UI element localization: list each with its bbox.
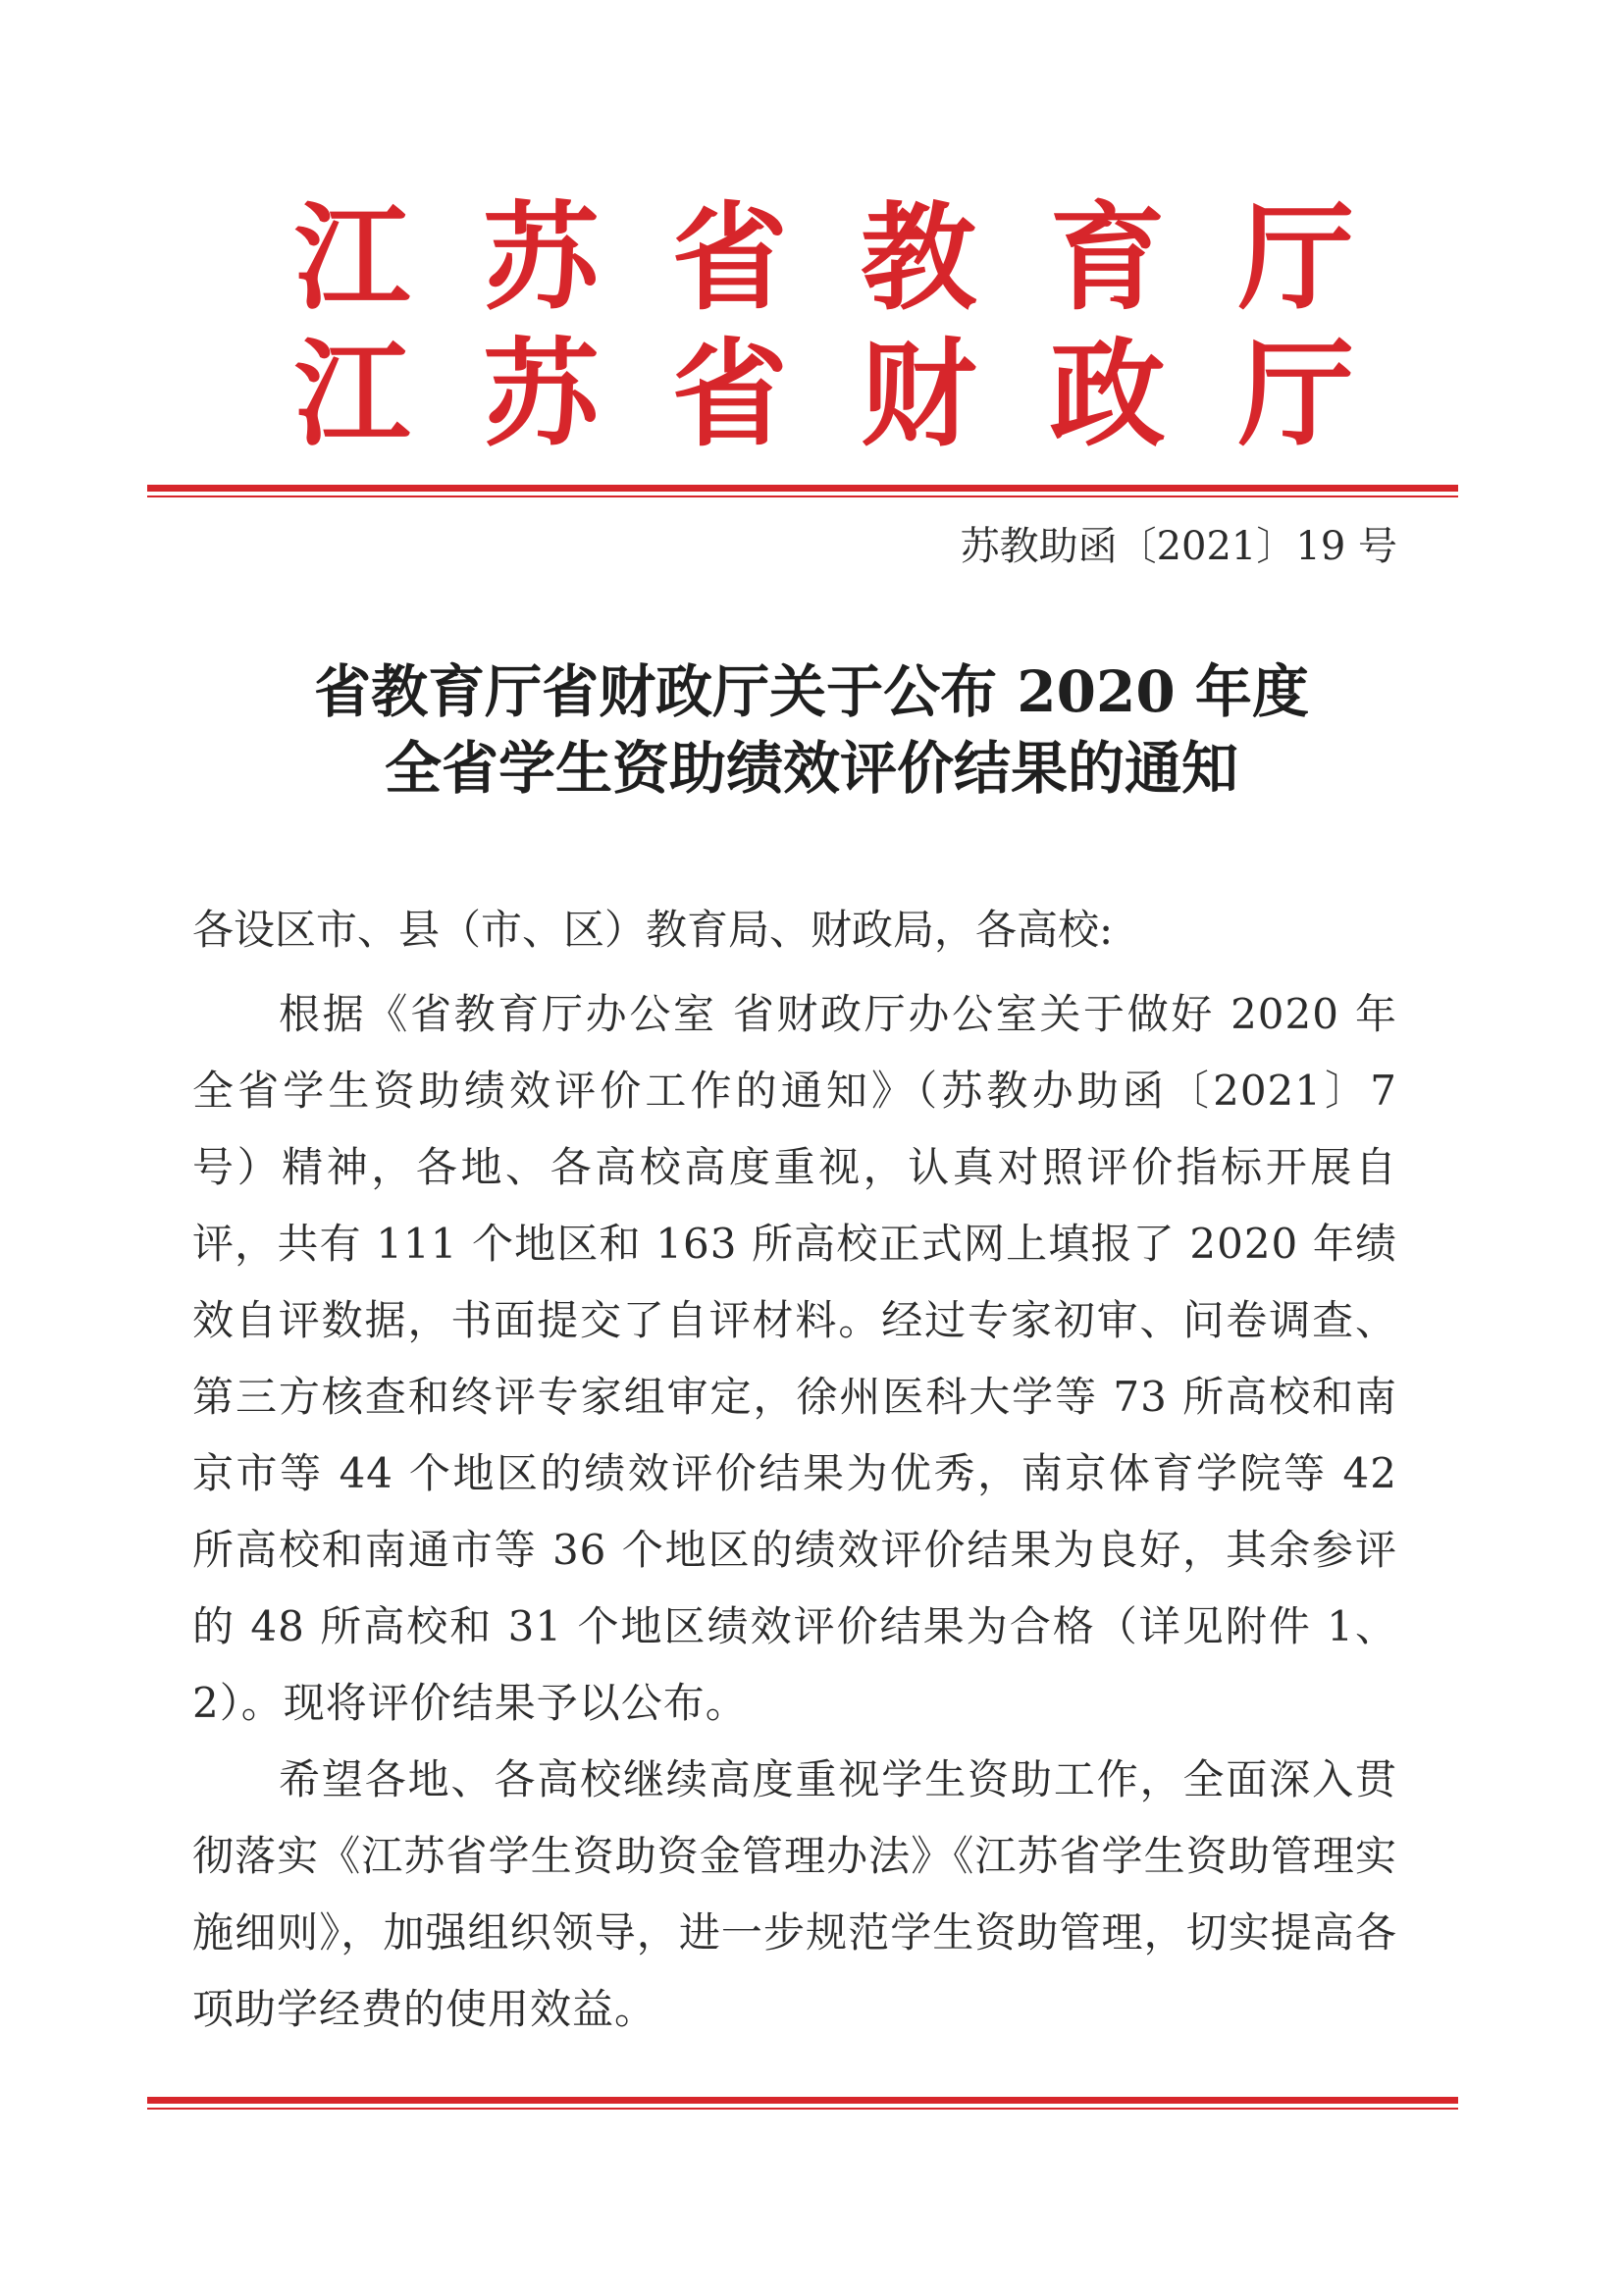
document-title-line-2: 全省学生资助绩效评价结果的通知 xyxy=(384,735,1238,802)
rule-thick-line xyxy=(147,485,1458,492)
header-char: 苏 xyxy=(483,326,600,462)
body-paragraph-1: 根据《省教育厅办公室 省财政厅办公室关于做好 2020 年全省学生资助绩效评价工作的通知》（苏教办助函〔2021〕7 号）精神，各地、各高校高度重视，认真对照评价指标开展自评，共有 111 个地区和 163 所高校正式网上填报了 2020 年绩效自评数据，书面提交了自评材料。经过专家初审、问卷调查、第三方核查和终评专家组审定，徐州医科大学等 73 所高校和南京市等 44 个地区的绩效评价结果为优秀，南京体育学院等 42 所高校和南通市等 36 个地区的绩效评价结果为良好，其余参评的 48 所高校和 31 个地区绩效评价结果为合格（详见附件 1、2）。现将评价结果予以公布。 xyxy=(192,990,1397,1727)
header-char: 教 xyxy=(861,189,977,326)
header-char: 江 xyxy=(294,326,411,462)
rule-thick-line xyxy=(147,2097,1458,2104)
document-title-line-1: 省教育厅省财政厅关于公布 2020 年度 xyxy=(314,658,1309,725)
rule-thin-line xyxy=(147,496,1458,497)
issuer-header-education xyxy=(294,189,1354,326)
header-char: 财 xyxy=(861,326,977,462)
header-char: 育 xyxy=(1049,189,1166,326)
rule-thin-line xyxy=(147,2108,1458,2110)
header-char: 厅 xyxy=(1237,189,1354,326)
header-separator-rule xyxy=(147,485,1458,497)
header-char: 厅 xyxy=(1237,326,1354,462)
header-char: 苏 xyxy=(483,189,600,326)
header-char: 省 xyxy=(671,189,788,326)
header-char: 政 xyxy=(1049,326,1166,462)
header-char: 省 xyxy=(671,326,788,462)
document-number: 苏教助函〔2021〕19 号 xyxy=(960,524,1397,569)
body-paragraph-2: 希望各地、各高校继续高度重视学生资助工作，全面深入贯彻落实《江苏省学生资助资金管理办法》《江苏省学生资助管理实施细则》，加强组织领导，进一步规范学生资助管理，切实提高各项助学经费的使用效益。 xyxy=(192,1755,1397,2033)
footer-separator-rule xyxy=(147,2097,1458,2110)
issuer-header-finance xyxy=(294,326,1354,462)
salutation: 各设区市、县（市、区）教育局、财政局，各高校: xyxy=(192,906,1114,954)
header-char: 江 xyxy=(294,189,411,326)
